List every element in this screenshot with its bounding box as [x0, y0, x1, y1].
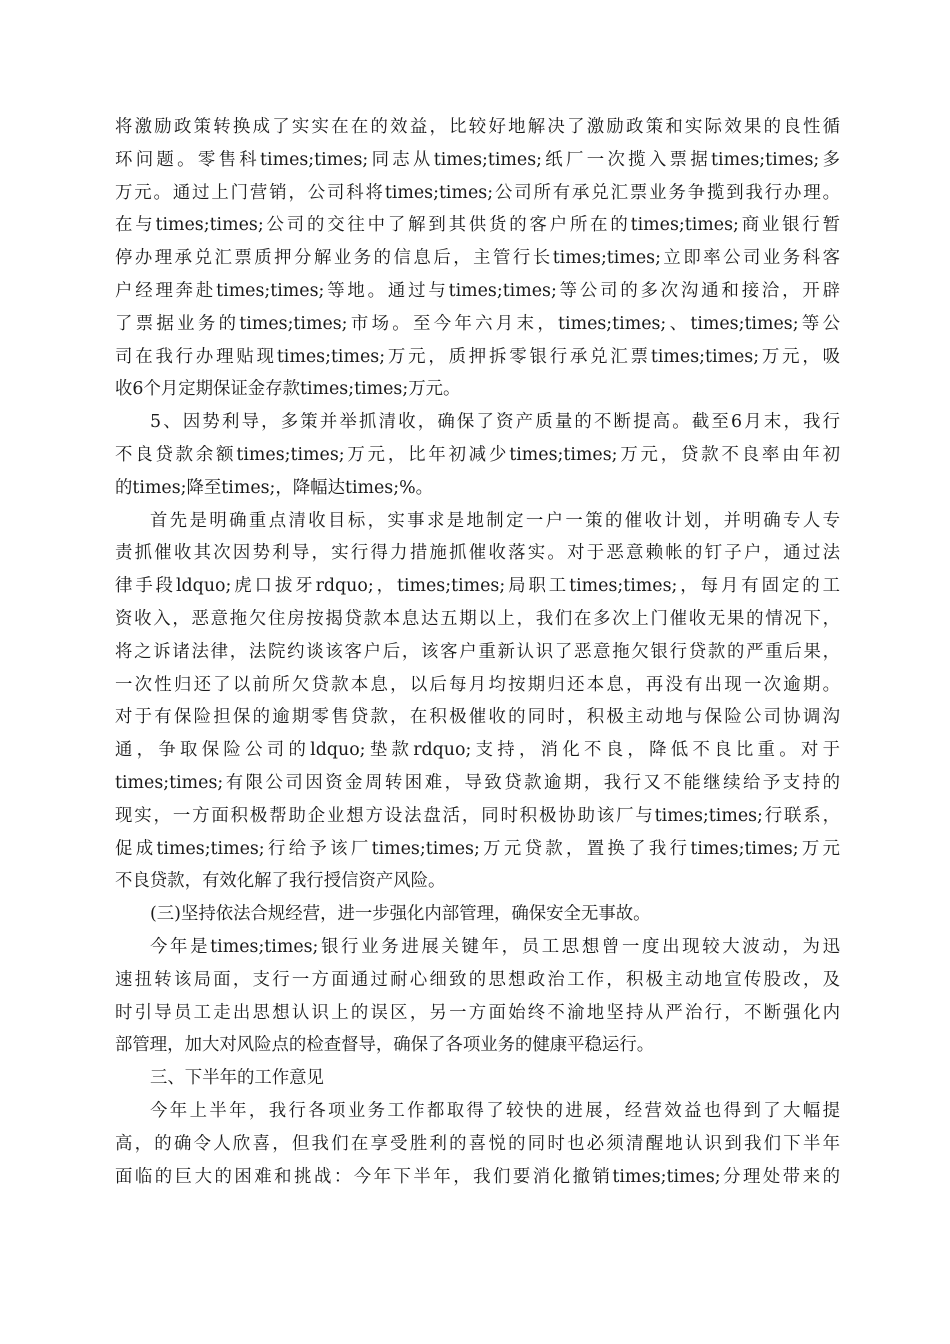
text-line: 了票据业务的times;times;市场。至今年六月末，times;times;、times;times;等公 [115, 313, 840, 334]
text-line: 在与times;times;公司的交往中了解到其供货的客户所在的times;times;商业银行暂 [115, 215, 840, 236]
text-line: 一次性归还了以前所欠贷款本息，以后每月均按期归还本息，再没有出现一次逾期。 [115, 674, 840, 695]
document-body [115, 111, 840, 1193]
text-line: 5、因势利导，多策并举抓清收，确保了资产质量的不断提高。截至6月末，我行 [150, 412, 840, 433]
text-line: 三、下半年的工作意见 [150, 1068, 324, 1089]
text-line: 部管理，加大对风险点的检查督导，确保了各项业务的健康平稳运行。 [115, 1035, 655, 1056]
text-line: 律手段ldquo;虎口拔牙rdquo;，times;times;局职工times;times;，每月有固定的工 [115, 576, 840, 597]
text-line: times;times;有限公司因资金周转困难，导致贷款逾期，我行又不能继续给予支持的 [115, 772, 840, 793]
text-line: 通，争取保险公司的ldquo;垫款rdquo;支持，消化不良，降低不良比重。对于 [115, 740, 840, 761]
text-line: 将激励政策转换成了实实在在的效益，比较好地解决了激励政策和实际效果的良性循 [115, 117, 840, 137]
text-line: 对于有保险担保的逾期零售贷款，在积极催收的同时，积极主动地与保险公司协调沟 [115, 707, 840, 728]
text-line: 环问题。零售科times;times;同志从times;times;纸厂一次揽入票据times;times;多 [115, 149, 840, 170]
text-line: 司在我行办理贴现times;times;万元，质押拆零银行承兑汇票times;times;万元，吸 [115, 346, 840, 367]
text-line: 责抓催收其次因势利导，实行得力措施抓催收落实。对于恶意赖帐的钉子户，通过法 [115, 543, 840, 564]
text-line: 时引导员工走出思想认识上的误区，另一方面始终不渝地坚持从严治行，不断强化内 [115, 1002, 840, 1023]
text-line: 速扭转该局面，支行一方面通过耐心细致的思想政治工作，积极主动地宣传股改，及 [115, 969, 840, 990]
text-line: 首先是明确重点清收目标，实事求是地制定一户一策的催收计划，并明确专人专 [150, 510, 840, 531]
text-line: 万元。通过上门营销，公司科将times;times;公司所有承兑汇票业务争揽到我行办理。 [115, 182, 840, 203]
text-line: 现实，一方面积极帮助企业想方设法盘活，同时积极协助该厂与times;times;行联系， [115, 805, 840, 826]
text-line: 停办理承兑汇票质押分解业务的信息后，主管行长times;times;立即率公司业务科客 [115, 248, 840, 269]
text-line: 今年是times;times;银行业务进展关键年，员工思想曾一度出现较大波动，为迅 [150, 936, 840, 957]
text-line: 的times;降至times;，降幅达times;%。 [115, 477, 433, 498]
text-line: (三)坚持依法合规经营，进一步强化内部管理，确保安全无事故。 [150, 904, 651, 925]
text-line: 促成times;times;行给予该厂times;times;万元贷款，置换了我行times;times;万元 [115, 838, 840, 859]
text-line: 不良贷款，有效化解了我行授信资产风险。 [115, 871, 446, 892]
text-line: 收6个月定期保证金存款times;times;万元。 [115, 379, 461, 400]
text-line: 不良贷款余额times;times;万元，比年初减少times;times;万元，贷款不良率由年初 [115, 444, 840, 465]
text-line: 资收入，恶意拖欠住房按揭贷款本息达五期以上，我们在多次上门催收无果的情况下， [115, 608, 840, 629]
text-line: 将之诉诸法律，法院约谈该客户后，该客户重新认识了恶意拖欠银行贷款的严重后果， [115, 641, 840, 662]
text-line: 今年上半年，我行各项业务工作都取得了较快的进展，经营效益也得到了大幅提 [150, 1100, 840, 1121]
text-line: 户经理奔赴times;times;等地。通过与times;times;等公司的多次沟通和接洽，开辟 [115, 280, 840, 301]
text-line: 面临的巨大的困难和挑战：今年下半年，我们要消化撤销times;times;分理处带来的 [115, 1166, 840, 1187]
text-line: 高，的确令人欣喜，但我们在享受胜利的喜悦的同时也必须清醒地认识到我们下半年 [115, 1133, 840, 1154]
